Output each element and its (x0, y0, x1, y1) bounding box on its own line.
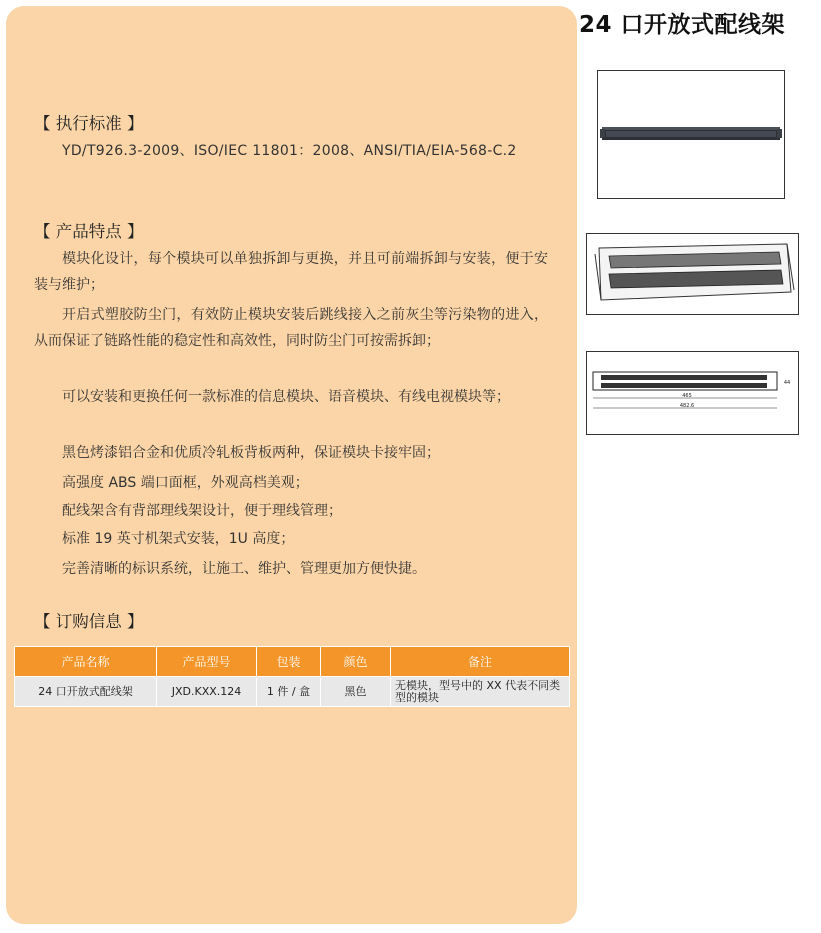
feature-item-material: 黑色烤漆铝合金和优质冷轧板背板两种，保证模块卡接牢固； (62, 445, 440, 461)
feature-item-cable-manager: 配线架含有背部理线架设计，便于理线管理； (62, 503, 342, 519)
feature-item-rack: 标准 19 英寸机架式安装，1U 高度； (62, 531, 295, 547)
dimension-inner: 465 (682, 393, 692, 399)
feature-item-dust-door: 开启式塑胶防尘门，有效防止模块安装后跳线接入之前灰尘等污染物的进入，从而保证了链路性能的稳定性和高效性，同时防尘门可按需拆卸； (34, 307, 548, 349)
features-heading: 【 产品特点 】 (34, 222, 144, 241)
patch-panel-front-image (598, 71, 784, 198)
feature-item-abs: 高强度 ABS 端口面框，外观高档美观； (62, 475, 309, 491)
product-photo-front (597, 70, 785, 199)
product-drawing-dimensions (586, 351, 799, 435)
col-header-package: 包装 (257, 647, 321, 677)
col-header-name: 产品名称 (15, 647, 157, 677)
cell-model: JXD.KXX.124 (157, 677, 257, 707)
col-header-color: 颜色 (321, 647, 391, 677)
feature-item-modular: 模块化设计，每个模块可以单独拆卸与更换，并且可前端拆卸与安装，便于安装与维护； (34, 251, 548, 293)
dimension-outer: 482.6 (679, 403, 695, 409)
order-table (14, 646, 570, 707)
product-title: 24 口开放式配线架 (579, 12, 786, 38)
standard-text: YD/T926.3-2009、ISO/IEC 11801：2008、ANSI/TIA/EIA-568-C.2 (62, 143, 517, 159)
col-header-remark: 备注 (391, 647, 570, 677)
product-drawing-perspective (586, 233, 799, 315)
standard-heading: 【 执行标准 】 (34, 114, 144, 133)
cell-package: 1 件 / 盒 (257, 677, 321, 707)
feature-item-compat: 可以安装和更换任何一款标准的信息模块、语音模块、有线电视模块等； (62, 389, 510, 405)
dimension-height: 44 (783, 380, 791, 386)
order-heading: 【 订购信息 】 (34, 612, 144, 631)
patch-panel-perspective-image (587, 234, 798, 314)
feature-item-labels: 完善清晰的标识系统，让施工、维护、管理更加方便快捷。 (62, 561, 426, 577)
cell-name: 24 口开放式配线架 (15, 677, 157, 707)
table-header-row (15, 647, 570, 677)
cell-remark: 无模块，型号中的 XX 代表不同类型的模块 (391, 677, 570, 707)
cell-color: 黑色 (321, 677, 391, 707)
col-header-model: 产品型号 (157, 647, 257, 677)
table-row (15, 677, 570, 707)
patch-panel-dimension-image (587, 352, 798, 434)
